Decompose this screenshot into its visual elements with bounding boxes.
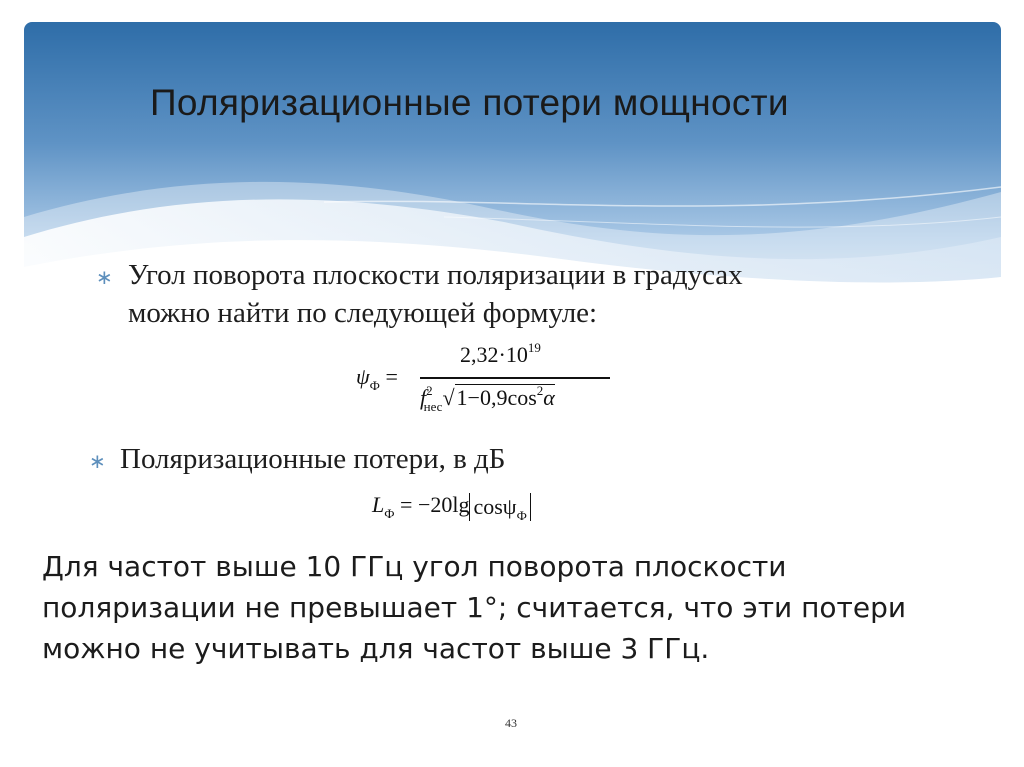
formula-loss: $L_Ф = -20\lg$ cosψ$_Ф$ [372,492,531,521]
page-number: 43 [505,716,517,730]
bullet-mark-icon: ∗ [96,265,113,289]
wave-background [24,22,1001,292]
bullet-rotation-angle [96,256,928,332]
formula-numerator: $2,32\cdot 10^{19}$ [460,340,541,367]
bullet-line: Поляризационные потери, в дБ [120,443,506,475]
formula-denominator: $f^2_{нес}√1-0,9\cos^2\alpha$ [420,383,555,414]
formula-rotation-angle [356,340,616,420]
absolute-value: cosψ$_Ф$ [469,493,530,521]
bullet-mark-icon: ∗ [89,449,106,473]
bullet-polarization-loss [89,440,820,478]
formula-lhs: $\psi_Ф$ = [356,364,398,393]
bullet-line: Угол поворота плоскости поляризации в градусах [128,259,743,291]
note-paragraph: Для частот выше 10 ГГц угол поворота плоскости поляризации не превышает 1°; считается, что эти потери можно не учитывать для частот выше 3 ГГц. [42,550,907,665]
header-banner [24,22,1001,292]
slide-title: Поляризационные потери мощности [150,82,789,123]
bullet-line: можно найти по следующей формуле: [128,297,598,329]
fraction-line [420,377,610,379]
